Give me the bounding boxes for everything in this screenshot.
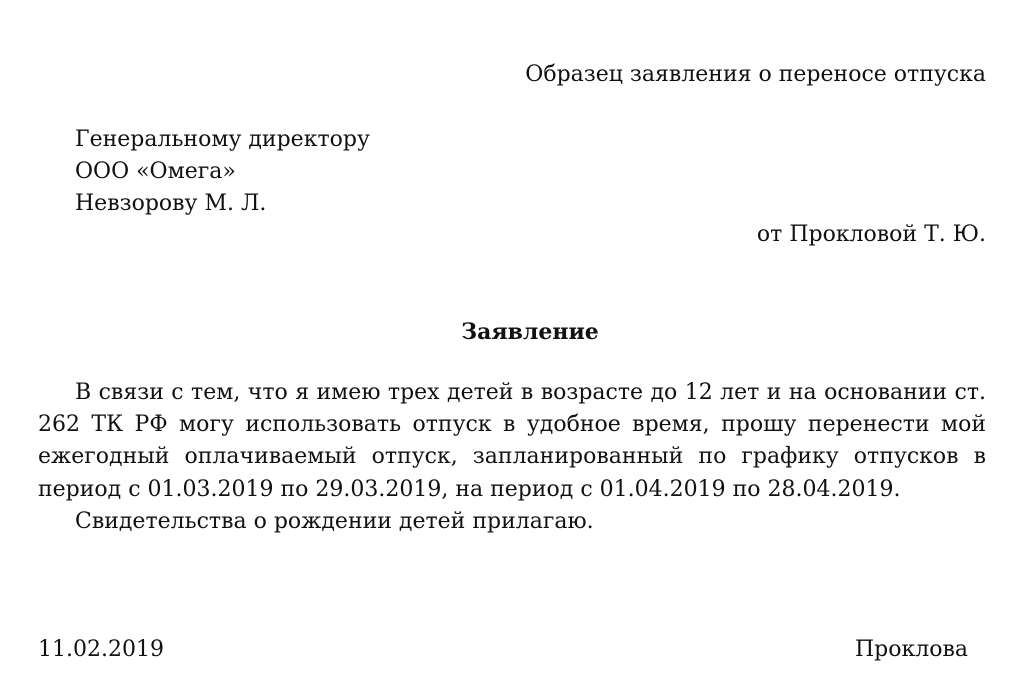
recipient-name: Невзорову М. Л. (75, 191, 267, 216)
body-paragraph-main: В связи с тем, что я имею трех детей в возрасте до 12 лет и на основании ст. 262 ТК РФ могу использовать отпуск в удобное время, прошу перенести мой ежегодный оплачиваемый отпуск, запланированный по графику отпусков в период с 01.03.2019 по 29.03.2019, на период с 01.04.2019 по 28.04.2019. (38, 380, 986, 502)
recipient-position: Генеральному директору (75, 127, 370, 152)
document-heading: Образец заявления о переносе отпуска (525, 62, 986, 87)
recipient-company: ООО «Омега» (75, 159, 236, 184)
body-paragraph-attachment: Свидетельства о рождении детей прилагаю. (75, 508, 594, 534)
body-text (38, 377, 986, 538)
document-date: 11.02.2019 (38, 637, 164, 662)
document-title: Заявление (461, 319, 599, 345)
recipient-block (75, 124, 370, 220)
sender-line: от Прокловой Т. Ю. (756, 222, 986, 247)
signature: Проклова (855, 637, 968, 662)
